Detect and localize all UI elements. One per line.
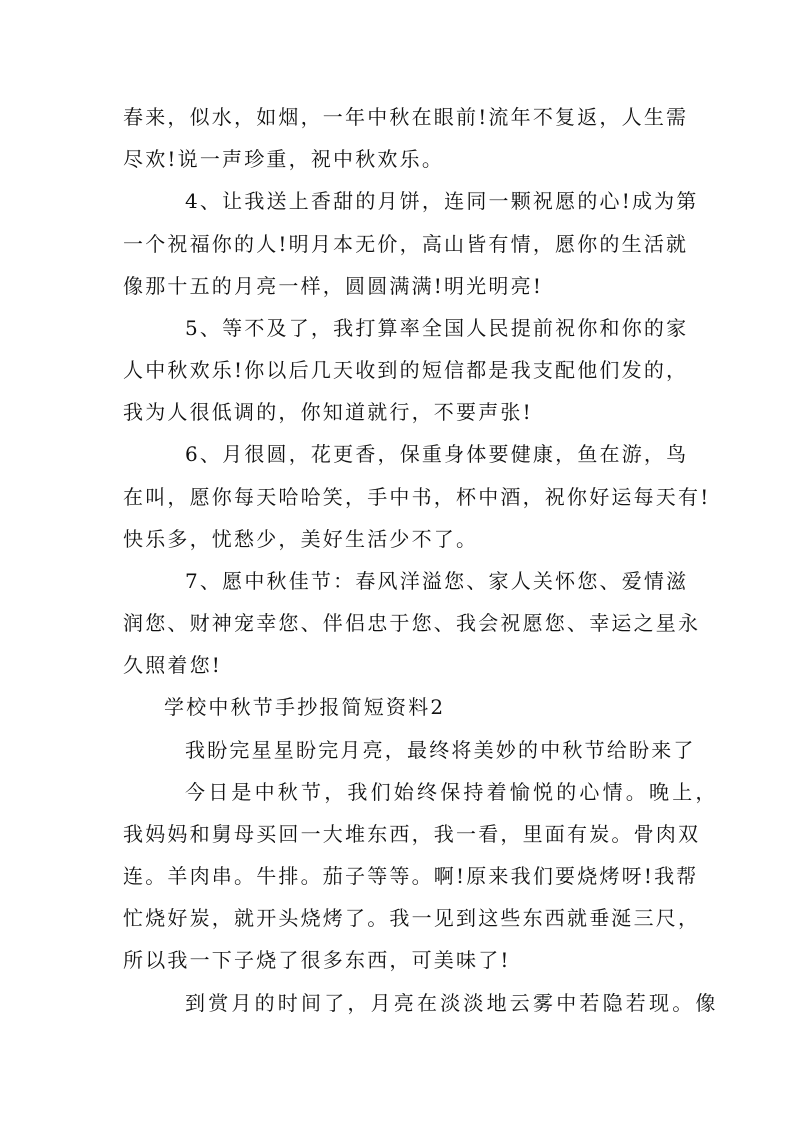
text-line-17: 今日是中秋节，我们始终保持着愉悦的心情。晚上， [185,780,719,804]
text-line-5: 像那十五的月亮一样，圆圆满满!明光明亮! [123,274,544,298]
text-line-3: 4、让我送上香甜的月饼，连同一颗祝愿的心!成为第 [185,189,699,213]
text-line-4: 一个祝福你的人!明月本无价，高山皆有情，愿你的生活就 [123,232,689,256]
text-line-10: 在叫，愿你每天哈哈笑，手中书，杯中酒，祝你好运每天有! [123,485,711,509]
text-line-11: 快乐多，忧愁少，美好生活少不了。 [123,527,479,551]
text-line-2: 尽欢!说一声珍重，祝中秋欢乐。 [123,147,445,171]
text-line-9: 6、月很圆，花更香，保重身体要健康，鱼在游，鸟 [185,442,689,466]
text-line-16: 我盼完星星盼完月亮，最终将美妙的中秋节给盼来了 [185,738,696,762]
section-heading: 学校中秋节手抄报简短资料2 [164,695,446,719]
text-line-8: 我为人很低调的，你知道就行，不要声张! [123,400,533,424]
text-line-1: 春来，似水，如烟，一年中秋在眼前!流年不复返，人生需 [123,105,689,129]
text-line-6: 5、等不及了，我打算率全国人民提前祝你和你的家 [185,316,689,340]
text-line-20: 忙烧好炭，就开头烧烤了。我一见到这些东西就垂涎三尺， [123,906,701,930]
text-line-18: 我妈妈和舅母买回一大堆东西，我一看，里面有炭。骨肉双 [123,822,701,846]
text-line-19: 连。羊肉串。牛排。茄子等等。啊!原来我们要烧烤呀!我帮 [123,864,699,888]
text-line-21: 所以我一下子烧了很多东西，可美味了! [123,948,511,972]
text-line-12: 7、愿中秋佳节：春风洋溢您、家人关怀您、爱情滋 [185,569,689,593]
text-line-22: 到赏月的时间了，月亮在淡淡地云雾中若隐若现。像 [185,991,719,1015]
text-line-7: 人中秋欢乐!你以后几天收到的短信都是我支配他们发的， [123,358,689,382]
text-line-14: 久照着您! [123,653,223,677]
text-line-13: 润您、财神宠幸您、伴侣忠于您、我会祝愿您、幸运之星永 [123,611,701,635]
